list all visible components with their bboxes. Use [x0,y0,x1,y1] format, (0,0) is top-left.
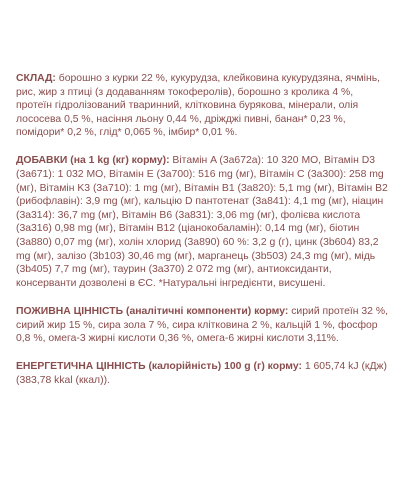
composition-text: борошно з курки 22 %, кукурудза, клейковина кукурудзяна, ячмінь, рис, жир з птиці (з додаванням токоферолів), борошно з кролика 4 %, протеїн гідролізований тваринний, клітковина бурякова, мінерали, олія лососева 0,5 %, насіння льону 0,44 %, дріжджі пивні, банан* 0,23 %, помідори* 0,2 %, глід* 0,065 %, імбир* 0,01 %. [16,73,381,139]
additives-heading: ДОБАВКИ (на 1 kg (кг) корму): [16,155,170,167]
composition-heading: СКЛАД: [16,73,56,84]
composition-section [16,72,390,140]
additives-text: Вітамін A (3a672a): 10 320 MO, Вітамін D3 (3a671): 1 032 MO, Вітамін E (3a700): 516 mg (мг), Вітамін C (3a300): 258 mg (мг), Вітамін K3 (3a710): 1 mg (мг), Вітамін B1 (3a820): 5,1 mg (мг), Вітамін B2 (рибофлавін): 3,9 mg (мг), кальцію D пантотенат (3a841): 4,1 mg (мг), ніацин (3a314): 36,7 mg (мг), Вітамін B6 (3a831): 3,06 mg (мг), фолієва кислота (3a316) 0,98 mg (мг), Вітамін B12 (ціанокобаламін): 0,14 mg (мг), біотин (3a880) 0,07 mg (мг), холін хлорид (3a890) 60 %: 3,2 g (г), цинк (3b604) 83,2 mg (мг), залізо (3b103) 30,46 mg (мг), марганець (3b503) 24,3 mg (мг), мідь (3b405) 7,7 mg (мг), таурин (3a370) 2 072 mg (мг), антиоксиданти, консерванти дозволені в ЄС. *Натуральні інгредієнти, висушені. [16,155,388,289]
energy-value-section [16,360,390,387]
energy-value-text: 1 605,74 kJ (кДж) (383,78 kkal (ккал)). [16,361,387,386]
energy-value-heading: ЕНЕРГЕТИЧНА ЦІННІСТЬ (калорійність) 100 g (г) корму: [16,361,302,373]
additives-section [16,154,390,290]
nutritional-value-section [16,305,390,346]
nutritional-value-heading: ПОЖИВНА ЦІННІСТЬ (аналітичні компоненти) корму: [16,305,289,317]
product-label [16,72,390,402]
nutritional-value-text: сирий протеїн 32 %, сирий жир 15 %, сира зола 7 %, сира клітковина 2 %, кальцій 1 %, фосфор 0,8 %, омега-3 жирні кислоти 0,36 %, омега-6 жирні кислоти 3,11%. [16,305,388,345]
